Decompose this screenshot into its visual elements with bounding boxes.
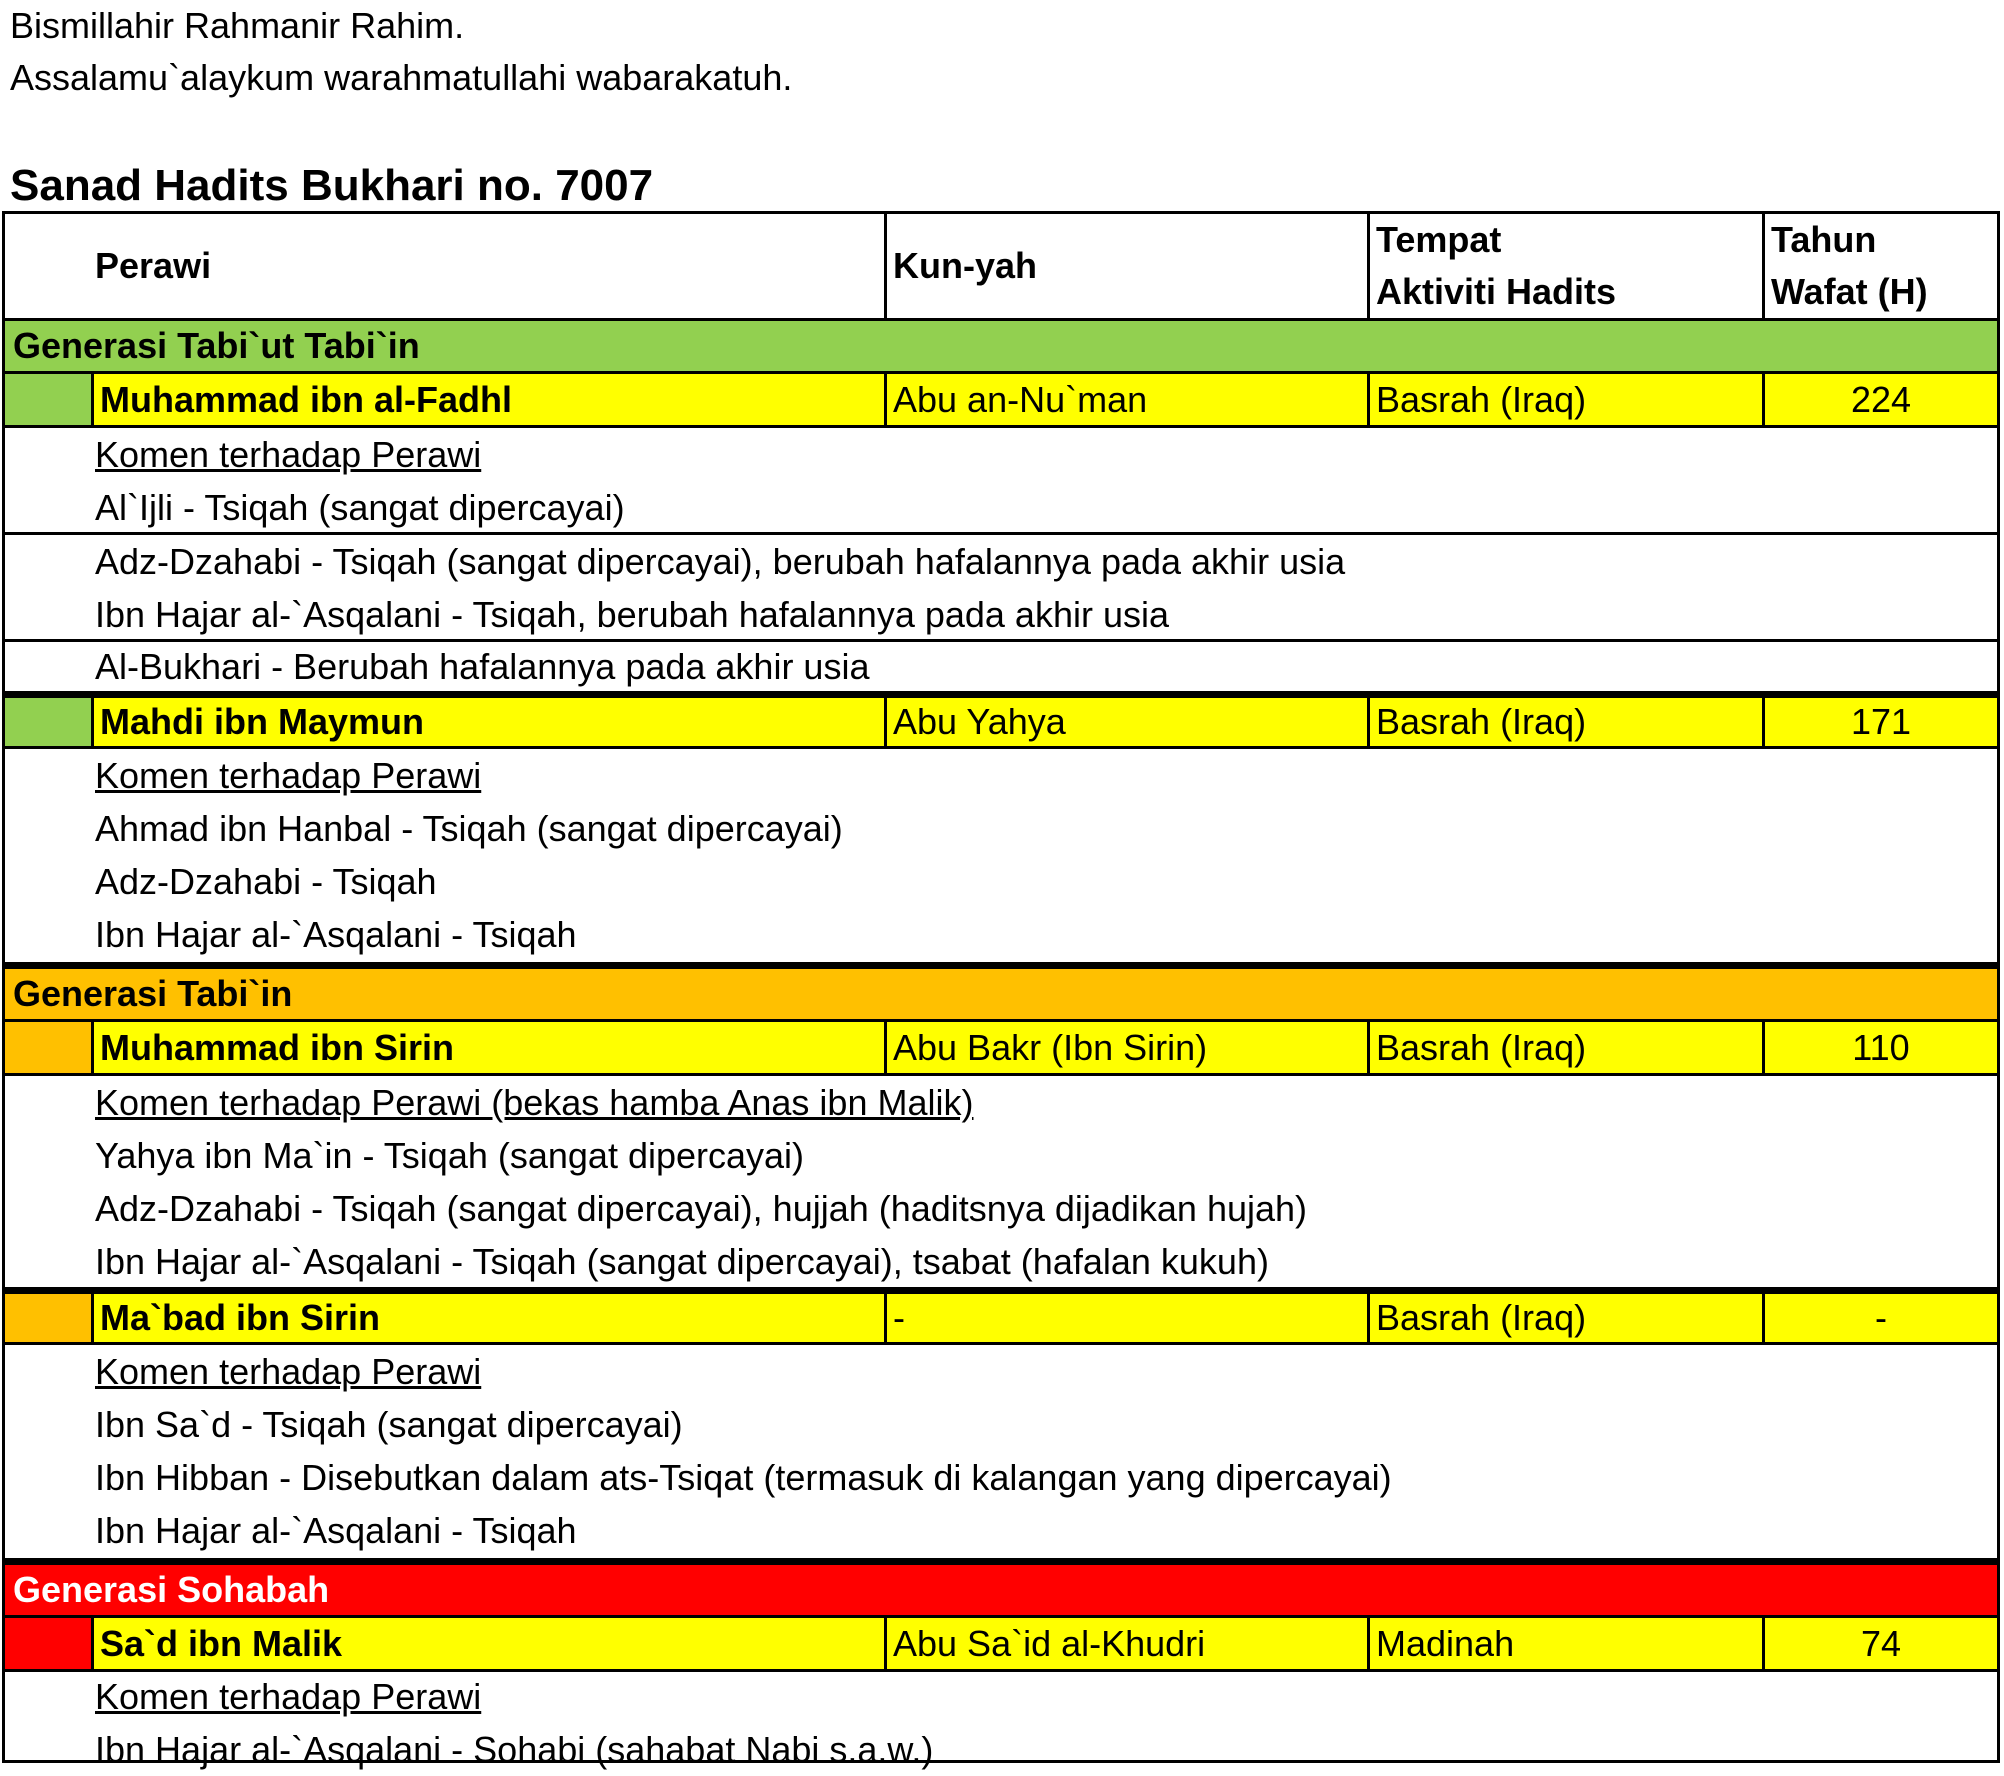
- comment-block: [5, 1672, 1997, 1770]
- generation-header: Generasi Sohabah: [5, 1565, 1997, 1618]
- comment-block: [5, 749, 1997, 969]
- narrator-kunyah: -: [884, 1294, 1370, 1342]
- generation-header: Generasi Tabi`ut Tabi`in: [5, 321, 1997, 374]
- narrator-kunyah: Abu Bakr (Ibn Sirin): [884, 1022, 1370, 1073]
- comment-block: [5, 1345, 1997, 1565]
- sanad-table: [2, 211, 2000, 1770]
- comment-title: Komen terhadap Perawi: [95, 1676, 482, 1717]
- comment-title: Komen terhadap Perawi: [95, 755, 482, 796]
- comment-block: [5, 428, 1997, 535]
- comment-item: Ibn Hajar al-`Asqalani - Sohabi (sahabat Nabi s.a.w.): [95, 1729, 934, 1770]
- greeting-line-2: Assalamu`alaykum warahmatullahi wabarakatuh.: [10, 57, 793, 98]
- generation-swatch: [5, 1294, 91, 1342]
- comment-title: Komen terhadap Perawi (bekas hamba Anas ibn Malik): [95, 1082, 974, 1123]
- greeting-line-1: Bismillahir Rahmanir Rahim.: [10, 5, 465, 46]
- comment-item: Yahya ibn Ma`in - Tsiqah (sangat dipercayai): [95, 1135, 805, 1176]
- generation-swatch: [5, 698, 91, 746]
- comment-item: Ibn Hajar al-`Asqalani - Tsiqah, berubah hafalannya pada akhir usia: [95, 594, 1170, 635]
- comment-item: Al-Bukhari - Berubah hafalannya pada akhir usia: [95, 646, 870, 687]
- narrator-death-year: 74: [1762, 1618, 1997, 1669]
- narrator-row: [5, 1294, 1997, 1345]
- document-title: Sanad Hadits Bukhari no. 7007: [10, 161, 654, 210]
- generation-header: Generasi Tabi`in: [5, 969, 1997, 1022]
- narrator-place: Madinah: [1367, 1618, 1765, 1669]
- table-header: [5, 214, 1997, 321]
- narrator-place: Basrah (Iraq): [1367, 1022, 1765, 1073]
- comment-item: Al`Ijli - Tsiqah (sangat dipercayai): [95, 487, 625, 528]
- narrator-place: Basrah (Iraq): [1367, 1294, 1765, 1342]
- comment-item: Ibn Hajar al-`Asqalani - Tsiqah (sangat dipercayai), tsabat (hafalan kukuh): [95, 1241, 1269, 1282]
- header-perawi: Perawi: [95, 245, 212, 286]
- comment-block: [5, 642, 1997, 698]
- header-kunyah: Kun-yah: [884, 214, 1370, 318]
- narrator-name: Sa`d ibn Malik: [91, 1618, 887, 1669]
- narrator-place: Basrah (Iraq): [1367, 698, 1765, 746]
- narrator-kunyah: Abu Sa`id al-Khudri: [884, 1618, 1370, 1669]
- comment-item: Ibn Hajar al-`Asqalani - Tsiqah: [95, 914, 577, 955]
- narrator-place: Basrah (Iraq): [1367, 374, 1765, 425]
- narrator-row: [5, 698, 1997, 749]
- narrator-death-year: -: [1762, 1294, 1997, 1342]
- narrator-kunyah: Abu Yahya: [884, 698, 1370, 746]
- narrator-death-year: 171: [1762, 698, 1997, 746]
- narrator-death-year: 224: [1762, 374, 1997, 425]
- comment-item: Ibn Sa`d - Tsiqah (sangat dipercayai): [95, 1404, 683, 1445]
- comment-block: [5, 1076, 1997, 1294]
- generation-swatch: [5, 1618, 91, 1669]
- comment-item: Ahmad ibn Hanbal - Tsiqah (sangat dipercayai): [95, 808, 843, 849]
- generation-swatch: [5, 1022, 91, 1073]
- comment-item: Adz-Dzahabi - Tsiqah (sangat dipercayai), hujjah (haditsnya dijadikan hujah): [95, 1188, 1308, 1229]
- narrator-name: Ma`bad ibn Sirin: [91, 1294, 887, 1342]
- narrator-name: Muhammad ibn al-Fadhl: [91, 374, 887, 425]
- comment-title: Komen terhadap Perawi: [95, 434, 482, 475]
- narrator-name: Mahdi ibn Maymun: [91, 698, 887, 746]
- comment-item: Adz-Dzahabi - Tsiqah (sangat dipercayai), berubah hafalannya pada akhir usia: [95, 541, 1346, 582]
- narrator-name: Muhammad ibn Sirin: [91, 1022, 887, 1073]
- narrator-row: [5, 1022, 1997, 1076]
- comment-item: Adz-Dzahabi - Tsiqah: [95, 861, 437, 902]
- header-tahun: Tahun Wafat (H): [1762, 214, 1997, 318]
- narrator-death-year: 110: [1762, 1022, 1997, 1073]
- comment-item: Ibn Hibban - Disebutkan dalam ats-Tsiqat (termasuk di kalangan yang dipercayai): [95, 1457, 1392, 1498]
- narrator-row: [5, 374, 1997, 428]
- header-tempat: Tempat Aktiviti Hadits: [1367, 214, 1765, 318]
- comment-item: Ibn Hajar al-`Asqalani - Tsiqah: [95, 1510, 577, 1551]
- narrator-row: [5, 1618, 1997, 1672]
- generation-swatch: [5, 374, 91, 425]
- comment-block: [5, 535, 1997, 642]
- comment-title: Komen terhadap Perawi: [95, 1351, 482, 1392]
- narrator-kunyah: Abu an-Nu`man: [884, 374, 1370, 425]
